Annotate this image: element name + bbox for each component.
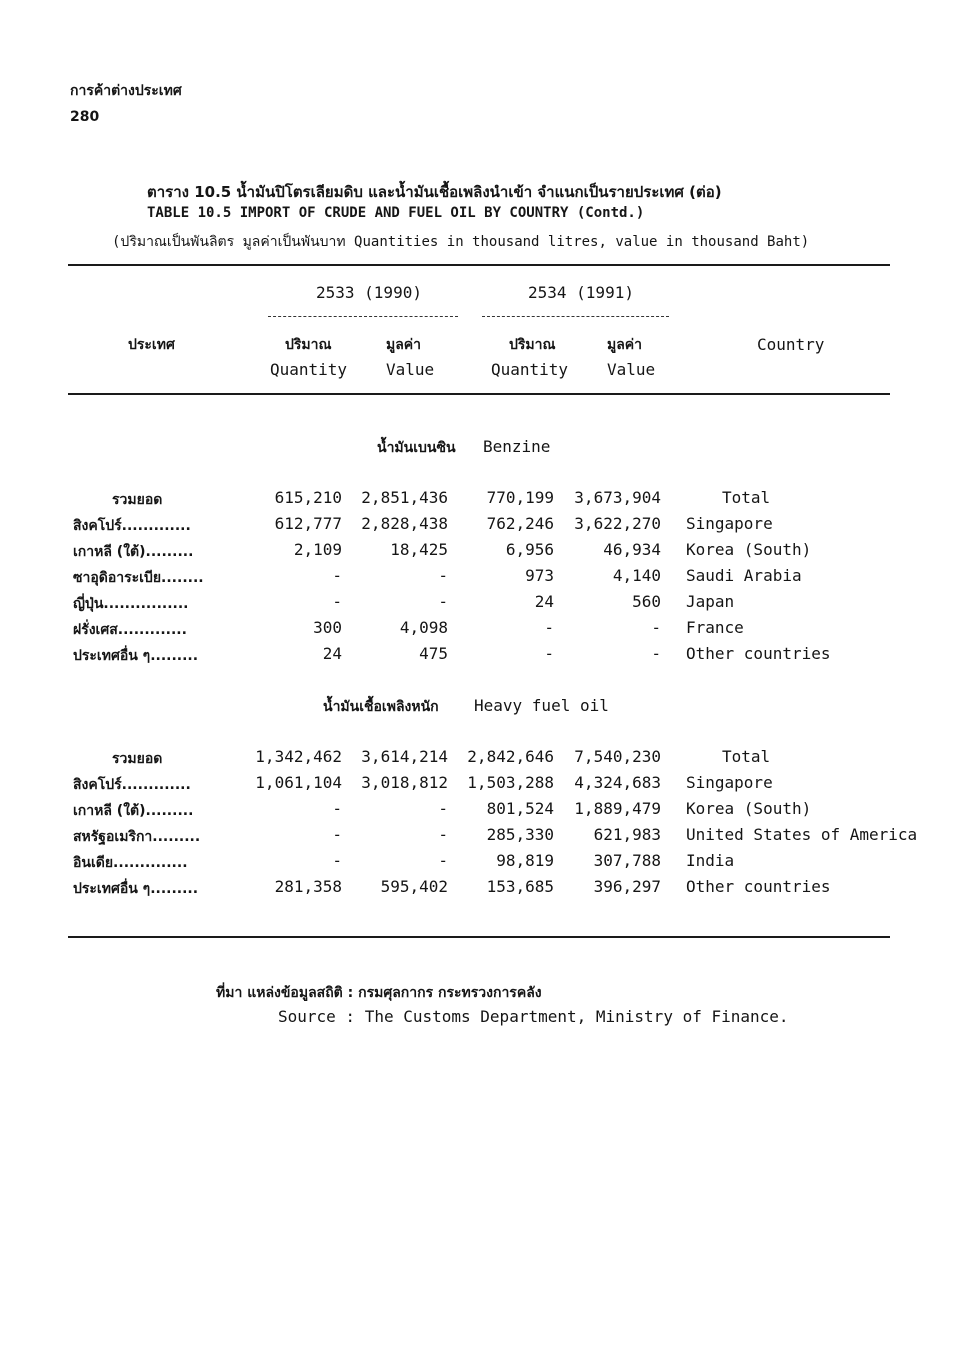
qty-1990: 1,061,104 <box>255 773 342 792</box>
source-note-english: Source : The Customs Department, Ministry of Finance. <box>278 1007 789 1026</box>
country-en: Korea (South) <box>686 540 812 559</box>
value-1990: 3,614,214 <box>361 747 448 766</box>
section-heading-en: Benzine <box>483 437 551 456</box>
country-th: ประเทศอื่น ๆ......... <box>73 881 199 897</box>
value-1991: 307,788 <box>593 851 661 870</box>
qty-1991-th-header: ปริมาณ <box>509 337 556 353</box>
country-th: ฝรั่งเศส............. <box>73 622 187 638</box>
table-units-note: (ปริมาณเป็นพันลิตร มูลค่าเป็นพันบาท Quantities in thousand litres, value in thousand Baht) <box>112 234 810 250</box>
qty-1991: 6,956 <box>505 540 554 559</box>
qty-1991: 2,842,646 <box>467 747 554 766</box>
country-en: Korea (South) <box>686 799 812 818</box>
qty-1991: 973 <box>525 566 554 585</box>
country-th: อินเดีย.............. <box>73 855 188 871</box>
country-en: Total <box>722 747 771 766</box>
year-1990-header: 2533 (1990) <box>316 283 422 302</box>
val-1990-en-header: Value <box>386 360 435 379</box>
qty-1990: 300 <box>313 618 342 637</box>
country-th: สิงคโปร์............. <box>73 518 191 534</box>
year-1990-underline <box>268 316 458 317</box>
value-1990: - <box>438 851 448 870</box>
country-th: รวมยอด <box>112 492 163 508</box>
qty-1990-th-header: ปริมาณ <box>285 337 332 353</box>
value-1990: 475 <box>419 644 448 663</box>
value-1990: 3,018,812 <box>361 773 448 792</box>
value-1990: - <box>438 592 448 611</box>
value-1990: 18,425 <box>390 540 448 559</box>
qty-1990-en-header: Quantity <box>270 360 348 379</box>
value-1990: - <box>438 799 448 818</box>
value-1990: 595,402 <box>380 877 448 896</box>
country-th: เกาหลี (ใต้)......... <box>73 803 194 819</box>
country-en: Japan <box>686 592 735 611</box>
value-1990: - <box>438 566 448 585</box>
table-title-english: TABLE 10.5 IMPORT OF CRUDE AND FUEL OIL BY COUNTRY (Contd.) <box>147 205 645 221</box>
country-en: France <box>686 618 744 637</box>
val-1991-th-header: มูลค่า <box>607 337 643 353</box>
value-1991: 3,622,270 <box>574 514 661 533</box>
country-en: Saudi Arabia <box>686 566 802 585</box>
qty-1991: 98,819 <box>496 851 554 870</box>
page-number: 280 <box>70 109 100 125</box>
country-en: Other countries <box>686 877 831 896</box>
section-heading-th: น้ำมันเชื้อเพลิงหนัก <box>323 699 439 715</box>
qty-1991: 801,524 <box>486 799 554 818</box>
qty-1991: 153,685 <box>486 877 554 896</box>
qty-1990: - <box>332 592 342 611</box>
country-en: India <box>686 851 735 870</box>
qty-1991: 24 <box>534 592 554 611</box>
value-1990: 2,851,436 <box>361 488 448 507</box>
running-title: การค้าต่างประเทศ <box>70 83 182 99</box>
value-1991: 1,889,479 <box>574 799 661 818</box>
value-1991: 560 <box>632 592 661 611</box>
country-en: Singapore <box>686 773 773 792</box>
qty-1991: - <box>544 618 554 637</box>
section-heading-th: น้ำมันเบนซิน <box>377 440 456 456</box>
val-1990-th-header: มูลค่า <box>386 337 422 353</box>
country-th: ซาอุดิอาระเบีย........ <box>73 570 204 586</box>
section-heading-en: Heavy fuel oil <box>474 696 609 715</box>
qty-1990: 1,342,462 <box>255 747 342 766</box>
country-th: ประเทศอื่น ๆ......... <box>73 648 199 664</box>
country-en: Total <box>722 488 771 507</box>
qty-1991-en-header: Quantity <box>491 360 569 379</box>
country-th: สิงคโปร์............. <box>73 777 191 793</box>
qty-1991: 770,199 <box>486 488 554 507</box>
value-1991: 621,983 <box>593 825 661 844</box>
value-1990: 4,098 <box>399 618 448 637</box>
country-th: เกาหลี (ใต้)......... <box>73 544 194 560</box>
value-1991: 4,324,683 <box>574 773 661 792</box>
qty-1990: 24 <box>322 644 342 663</box>
qty-1990: 615,210 <box>274 488 342 507</box>
value-1990: 2,828,438 <box>361 514 448 533</box>
country-th: ญี่ปุ่น................ <box>73 596 189 612</box>
source-note-thai: ที่มา แหล่งข้อมูลสถิติ : กรมศุลกากร กระทรวงการคลัง <box>216 985 542 1001</box>
country-th: รวมยอด <box>112 751 163 767</box>
qty-1990: - <box>332 799 342 818</box>
val-1991-en-header: Value <box>607 360 656 379</box>
value-1991: 7,540,230 <box>574 747 661 766</box>
qty-1991: 762,246 <box>486 514 554 533</box>
qty-1990: - <box>332 851 342 870</box>
table-title-thai: ตาราง 10.5 น้ำมันปิโตรเลียมดิบ และน้ำมันเชื้อเพลิงนำเข้า จำแนกเป็นรายประเทศ (ต่อ) <box>147 183 722 201</box>
qty-1991: - <box>544 644 554 663</box>
value-1991: 396,297 <box>593 877 661 896</box>
value-1990: - <box>438 825 448 844</box>
qty-1990: 2,109 <box>293 540 342 559</box>
value-1991: 4,140 <box>612 566 661 585</box>
qty-1990: 612,777 <box>274 514 342 533</box>
header-bottom-rule <box>68 393 890 395</box>
qty-1990: 281,358 <box>274 877 342 896</box>
table-top-rule <box>68 264 890 266</box>
qty-1990: - <box>332 566 342 585</box>
country-th-header: ประเทศ <box>128 337 175 353</box>
country-en: Singapore <box>686 514 773 533</box>
value-1991: - <box>651 644 661 663</box>
qty-1991: 285,330 <box>486 825 554 844</box>
qty-1990: - <box>332 825 342 844</box>
table-bottom-rule <box>68 936 890 938</box>
value-1991: - <box>651 618 661 637</box>
country-en: Other countries <box>686 644 831 663</box>
country-th: สหรัฐอเมริกา......... <box>73 829 201 845</box>
value-1991: 46,934 <box>603 540 661 559</box>
value-1991: 3,673,904 <box>574 488 661 507</box>
qty-1991: 1,503,288 <box>467 773 554 792</box>
year-1991-underline <box>482 316 669 317</box>
country-en-header: Country <box>757 335 825 354</box>
year-1991-header: 2534 (1991) <box>528 283 634 302</box>
country-en: United States of America <box>686 825 918 844</box>
